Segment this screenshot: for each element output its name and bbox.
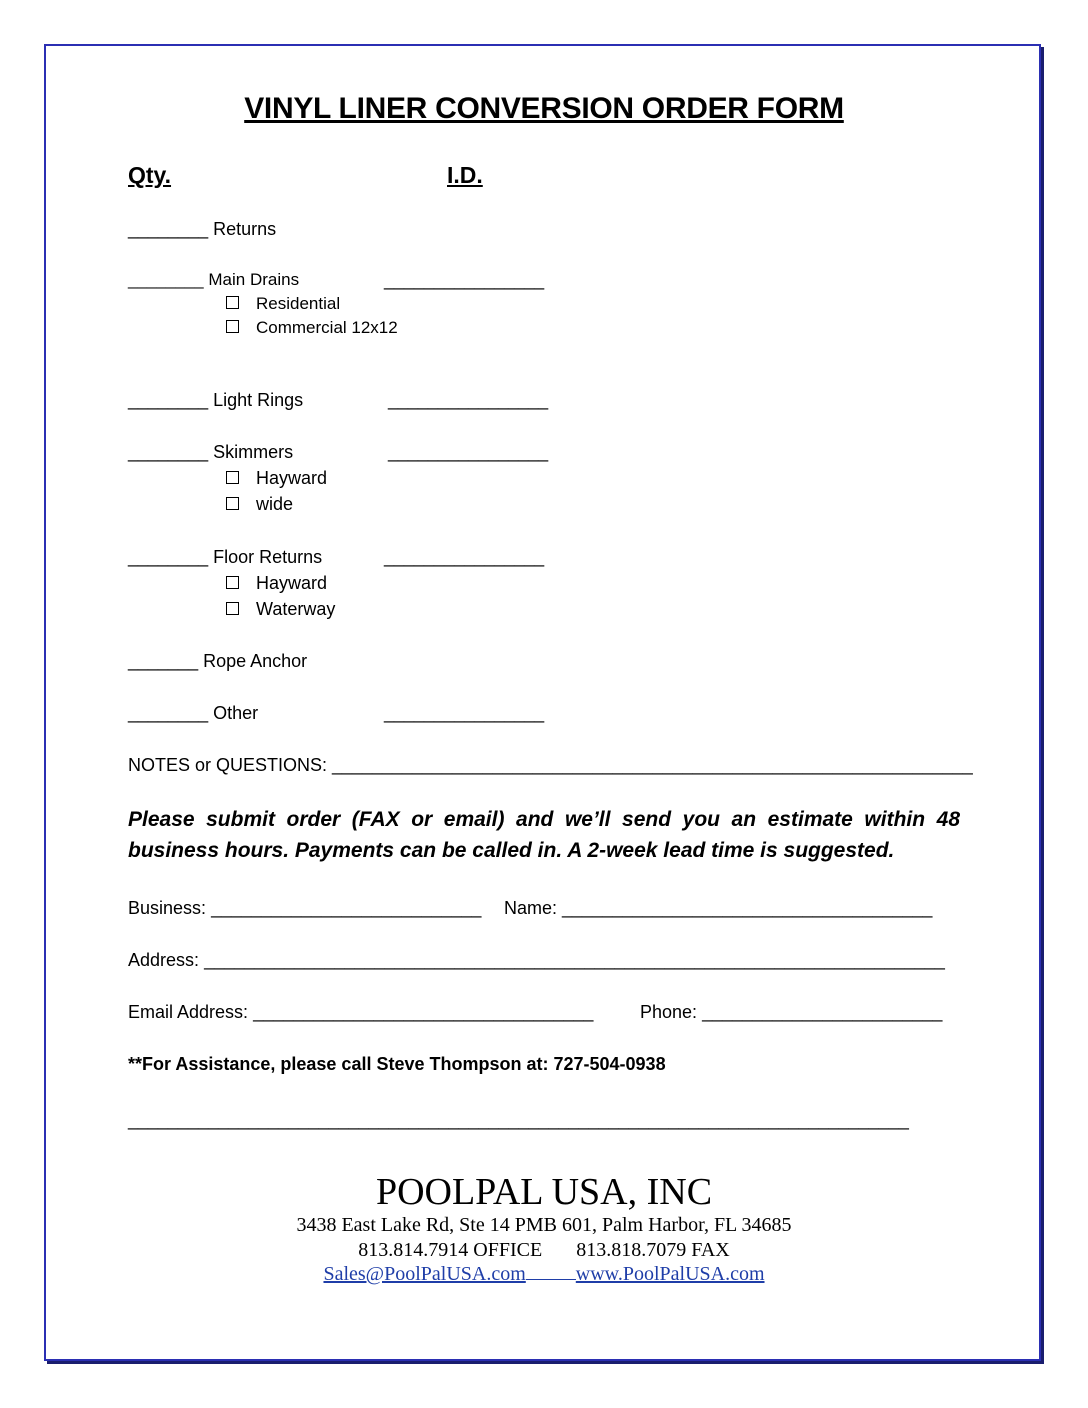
assistance-note: **For Assistance, please call Steve Thompson at: 727-504-0938 (128, 1054, 666, 1074)
office-phone: 813.814.7914 OFFICE (358, 1239, 543, 1261)
notes-blank[interactable]: ________________________________________________________________ (332, 755, 973, 775)
option-waterway[interactable] (226, 599, 335, 620)
option-label: Residential (256, 294, 341, 313)
phone-label: Phone: (640, 1002, 698, 1022)
qty-blank[interactable]: ________ (128, 270, 204, 289)
company-phones (0, 1239, 1088, 1262)
option-wide[interactable] (226, 494, 293, 515)
business-row (128, 898, 481, 919)
qty-blank[interactable]: _______ (128, 651, 199, 671)
checkbox[interactable] (226, 320, 239, 333)
email-link[interactable]: Sales@PoolPalUSA.com (323, 1263, 526, 1285)
id-column-header: I.D. (447, 162, 483, 188)
item-rope-anchor (128, 651, 307, 672)
business-label: Business: (128, 898, 207, 918)
checkbox[interactable] (226, 602, 239, 615)
item-label: Main Drains (208, 270, 300, 289)
qty-blank[interactable]: ________ (128, 442, 209, 462)
notes-row (128, 755, 973, 776)
option-label: Hayward (256, 468, 328, 488)
qty-blank[interactable]: ________ (128, 547, 209, 567)
company-links (0, 1263, 1088, 1286)
checkbox[interactable] (226, 576, 239, 589)
form-title: VINYL LINER CONVERSION ORDER FORM (244, 92, 844, 125)
id-blank[interactable]: ________________ (388, 390, 549, 410)
option-label: Hayward (256, 573, 328, 593)
item-floor-returns (128, 547, 322, 568)
email-row (128, 1002, 593, 1023)
notes-label: NOTES or QUESTIONS: (128, 755, 328, 775)
item-label: Rope Anchor (203, 651, 308, 671)
address-row (128, 950, 945, 971)
option-commercial[interactable] (226, 318, 398, 338)
qty-blank[interactable]: ________ (128, 219, 209, 239)
business-blank[interactable]: ___________________________ (211, 898, 482, 918)
divider-line: ______________________________________________________________________________ (128, 1110, 909, 1130)
item-label: Light Rings (213, 390, 304, 410)
item-label: Skimmers (213, 442, 294, 462)
email-blank[interactable]: __________________________________ (253, 1002, 594, 1022)
name-row (504, 898, 932, 919)
submission-notice: Please submit order (FAX or email) and we’ll send you an estimate within 48 business hours. Payments can be called in. A 2-week lead time is suggested. (128, 808, 960, 862)
item-main-drains (128, 270, 299, 290)
item-label: Other (213, 703, 259, 723)
item-label: Floor Returns (213, 547, 323, 567)
id-blank[interactable]: ________________ (384, 547, 545, 567)
address-label: Address: (128, 950, 200, 970)
option-hayward-skimmer[interactable] (226, 468, 327, 489)
id-blank[interactable]: ________________ (388, 442, 549, 462)
phone-row (640, 1002, 942, 1023)
phone-blank[interactable]: ________________________ (702, 1002, 943, 1022)
company-address: 3438 East Lake Rd, Ste 14 PMB 601, Palm Harbor, FL 34685 (296, 1214, 792, 1236)
qty-blank[interactable]: ________ (128, 390, 209, 410)
option-label: Commercial 12x12 (256, 318, 398, 337)
item-other (128, 703, 258, 724)
item-label: Returns (213, 219, 277, 239)
item-returns (128, 219, 276, 240)
website-link[interactable]: www.PoolPalUSA.com (575, 1263, 765, 1285)
checkbox[interactable] (226, 471, 239, 484)
option-residential[interactable] (226, 294, 340, 314)
checkbox[interactable] (226, 296, 239, 309)
checkbox[interactable] (226, 497, 239, 510)
option-label: Waterway (256, 599, 336, 619)
name-blank[interactable]: _____________________________________ (562, 898, 933, 918)
company-name: POOLPAL USA, INC (375, 1171, 713, 1213)
qty-blank[interactable]: ________ (128, 703, 209, 723)
fax-number: 813.818.7079 FAX (576, 1239, 730, 1261)
email-label: Email Address: (128, 1002, 249, 1022)
name-label: Name: (504, 898, 558, 918)
option-hayward-floor[interactable] (226, 573, 327, 594)
address-blank[interactable]: __________________________________________________________________________ (204, 950, 945, 970)
qty-column-header: Qty. (128, 162, 172, 188)
item-skimmers (128, 442, 293, 463)
option-label: wide (256, 494, 294, 514)
id-blank[interactable]: ________________ (384, 270, 545, 290)
id-blank[interactable]: ________________ (384, 703, 545, 723)
item-light-rings (128, 390, 303, 411)
